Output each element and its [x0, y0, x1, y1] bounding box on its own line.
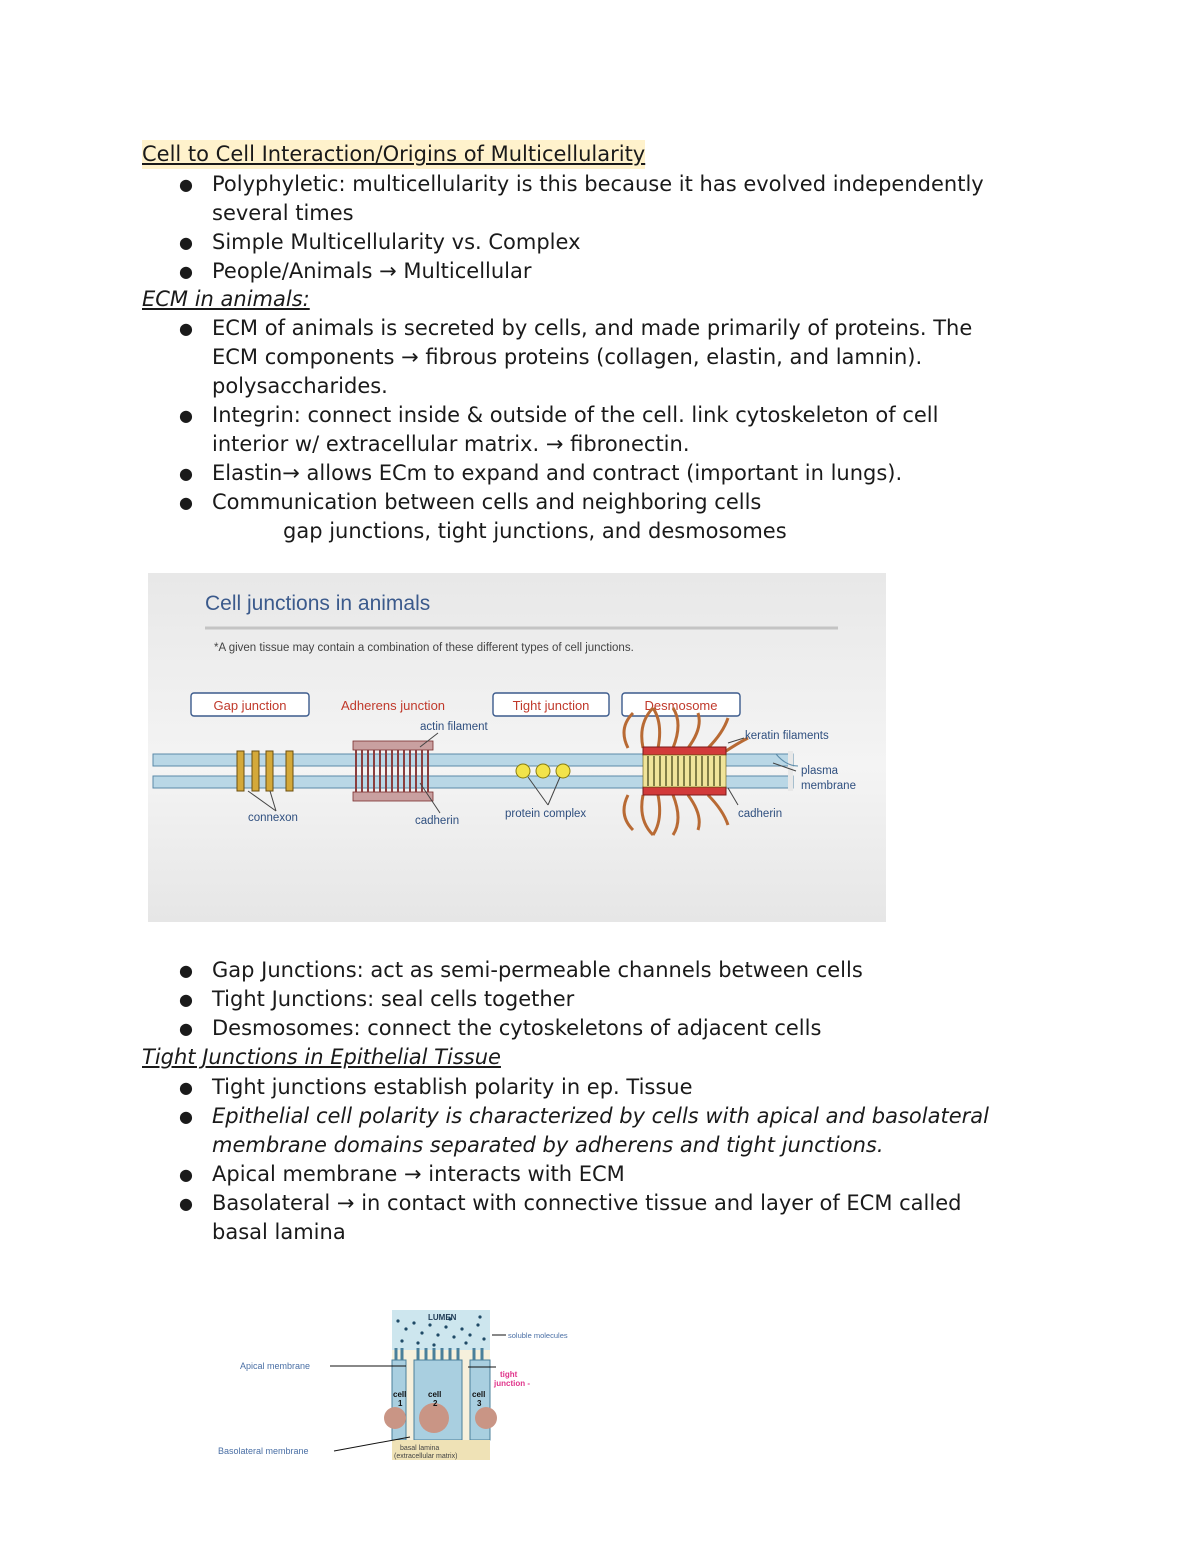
basolateral-membrane-label: Basolateral membrane	[218, 1446, 309, 1456]
list-item: ● Elastin→ allows ECm to expand and contract (important in lungs).	[179, 461, 903, 485]
basal-lamina-label: basal lamina	[400, 1445, 440, 1452]
connexon-label: connexon	[248, 812, 298, 824]
section-heading-ecm: ECM in animals:	[142, 287, 310, 311]
tight-junction-label-2: junction -	[494, 1379, 530, 1388]
list-item: ● Simple Multicellularity vs. Complex	[179, 230, 581, 254]
list-item: ● Apical membrane → interacts with ECM	[179, 1162, 625, 1186]
tight-junction-label: Tight junction	[512, 698, 590, 713]
gap-junction-label: Gap junction	[213, 698, 287, 713]
section-heading-tight-junctions: Tight Junctions in Epithelial Tissue	[142, 1045, 501, 1069]
list-item: ● Tight Junctions: seal cells together	[179, 987, 575, 1011]
junction-types-list	[179, 956, 863, 1043]
list-item: ● Integrin: connect inside & outside of the cell. link cytoskeleton of cell	[179, 403, 939, 427]
tight-junction-label-1: tight	[500, 1370, 518, 1379]
section-heading-multicellularity: Cell to Cell Interaction/Origins of Multicellularity	[142, 140, 645, 169]
cell1-label: cell	[393, 1390, 407, 1399]
adherens-junction-label: Adherens junction	[340, 698, 446, 713]
multicellularity-list	[179, 170, 984, 286]
figure-background	[148, 573, 886, 922]
cell1-number: 1	[398, 1399, 403, 1408]
cell3-label: cell	[472, 1390, 486, 1399]
cell-junctions-diagram	[148, 573, 886, 922]
soluble-molecules-label: soluble molecules	[508, 1331, 568, 1340]
list-item: ● Epithelial cell polarity is characterized by cells with apical and basolateral	[179, 1104, 989, 1128]
desmosome-label: Desmosome	[644, 698, 718, 713]
list-item-continuation: ECM components → fibrous proteins (collagen, elastin, and lamnin).	[212, 345, 923, 369]
list-item: ● Desmosomes: connect the cytoskeletons of adjacent cells	[179, 1016, 822, 1040]
list-item-continuation: gap junctions, tight junctions, and desmosomes	[283, 519, 787, 543]
apical-membrane-label: Apical membrane	[240, 1361, 311, 1371]
figure-title: Cell junctions in animals	[205, 592, 431, 615]
cell-junctions-figure	[148, 573, 886, 922]
list-item: ● Tight junctions establish polarity in ep. Tissue	[179, 1075, 693, 1099]
tight-junctions-list	[179, 1073, 989, 1247]
list-item: ● Polyphyletic: multicellularity is this because it has evolved independently	[179, 172, 984, 196]
epithelial-polarity-figure	[210, 1305, 600, 1470]
cell2-label: cell	[428, 1390, 442, 1399]
list-item-continuation: several times	[212, 201, 354, 225]
ecm-list	[179, 314, 973, 546]
list-item-continuation: polysaccharides.	[212, 374, 388, 398]
epithelial-diagram	[210, 1305, 600, 1470]
keratin-filaments-label: keratin filaments	[745, 730, 829, 742]
tight-junction-proteins	[516, 764, 570, 778]
extracellular-matrix-label: (extracellular matrix)	[394, 1453, 458, 1460]
cadherin-label-adherens: cadherin	[415, 815, 460, 827]
list-item-continuation: membrane domains separated by adherens and tight junctions.	[212, 1133, 884, 1157]
membrane-label: membrane	[801, 780, 856, 792]
cadherin-label-desmosome: cadherin	[738, 808, 783, 820]
list-item: ● Communication between cells and neighboring cells	[179, 490, 762, 514]
list-item: ● Gap Junctions: act as semi-permeable channels between cells	[179, 958, 863, 982]
figure-note: *A given tissue may contain a combination of these different types of cell junctions.	[214, 642, 634, 654]
list-item-continuation: basal lamina	[212, 1220, 346, 1244]
plasma-label: plasma	[801, 765, 839, 777]
lumen-label: LUMEN	[428, 1313, 457, 1322]
protein-complex-label: protein complex	[505, 808, 587, 820]
list-item-continuation: interior w/ extracellular matrix. → fibronectin.	[212, 432, 690, 456]
list-item: ● People/Animals → Multicellular	[179, 259, 532, 283]
actin-filament-label: actin filament	[420, 721, 488, 733]
list-item: ● ECM of animals is secreted by cells, and made primarily of proteins. The	[179, 316, 973, 340]
cell3-number: 3	[477, 1399, 482, 1408]
cell2-number: 2	[433, 1399, 438, 1408]
list-item: ● Basolateral → in contact with connective tissue and layer of ECM called	[179, 1191, 962, 1215]
